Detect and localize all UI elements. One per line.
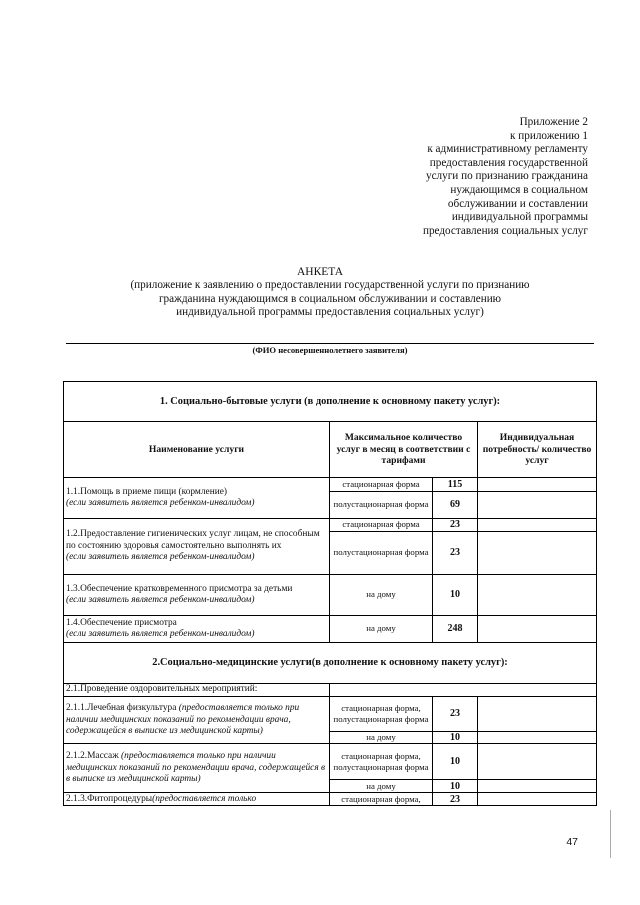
scan-edge-divider — [610, 810, 611, 858]
col-header-need: Индивидуальная потребность/ количество услуг — [478, 422, 597, 478]
max-quantity: 10 — [433, 732, 478, 744]
table-row — [64, 616, 597, 643]
need-input-cell[interactable] — [478, 732, 597, 744]
max-quantity: 23 — [433, 793, 478, 806]
appendix-line: услуги по признанию гражданина — [425, 170, 588, 183]
appendix-line: нуждающимся в социальном — [450, 183, 588, 196]
subtitle-line: индивидуальной программы предоставления социальных услуг) — [176, 306, 484, 319]
form-type: на дому — [330, 616, 433, 643]
service-name — [64, 616, 330, 643]
service-name — [64, 744, 330, 793]
max-quantity: 69 — [433, 492, 478, 519]
appendix-line: обслуживании и составлении — [447, 197, 588, 210]
need-input-cell[interactable] — [478, 492, 597, 519]
appendix-header — [328, 116, 588, 238]
service-note: (если заявитель является ребенком-инвалидом) — [66, 552, 255, 563]
appendix-line: предоставления государственной — [429, 156, 588, 169]
max-quantity: 10 — [433, 575, 478, 616]
table-row — [64, 575, 597, 616]
service-name: 2.1.Проведение оздоровительных мероприятий: — [64, 684, 330, 697]
max-quantity: 23 — [433, 519, 478, 532]
table-row — [64, 744, 597, 780]
form-type: стационарная форма — [330, 478, 433, 492]
max-quantity: 248 — [433, 616, 478, 643]
max-quantity: 23 — [433, 697, 478, 732]
table-row — [64, 519, 597, 532]
appendix-line: к административному регламенту — [427, 143, 588, 156]
service-note: (если заявитель является ребенком-инвалидом) — [66, 629, 255, 639]
service-title: 2.1.2.Массаж — [66, 751, 119, 762]
table-row — [64, 478, 597, 492]
form-type: стационарная форма, полустационарная форма — [330, 744, 433, 780]
need-input-cell[interactable] — [478, 532, 597, 575]
service-name — [64, 793, 330, 806]
service-note: (если заявитель является ребенком-инвалидом) — [66, 498, 255, 508]
form-type: на дому — [330, 732, 433, 744]
table-row — [64, 697, 597, 732]
need-input-cell[interactable] — [478, 780, 597, 793]
max-quantity: 10 — [433, 780, 478, 793]
section-2-title: 2.Социально-медицинские услуги(в дополнение к основному пакету услуг): — [64, 643, 597, 684]
table-row — [64, 793, 597, 806]
need-input-cell[interactable] — [478, 697, 597, 732]
section-row — [64, 643, 597, 684]
appendix-line: индивидуальной программы — [451, 211, 588, 224]
section-1-title: 1. Социально-бытовые услуги (в дополнение к основному пакету услуг): — [64, 382, 597, 422]
service-title: 1.4.Обеспечение присмотра — [66, 617, 177, 628]
fio-input-line[interactable] — [66, 343, 594, 344]
service-name — [64, 575, 330, 616]
appendix-line: Приложение 2 — [519, 116, 588, 128]
need-input-cell[interactable] — [478, 616, 597, 643]
max-quantity: 115 — [433, 478, 478, 492]
form-type: на дому — [330, 780, 433, 793]
service-title: 1.1.Помощь в приеме пищи (кормление) — [66, 486, 228, 497]
table-row — [64, 684, 597, 697]
subtitle-line: гражданина нуждающимся в социальном обслуживании и составлению — [158, 292, 502, 305]
need-input-cell[interactable] — [478, 744, 597, 780]
service-title: 1.2.Предоставление гигиенических услуг лицам, не способным по состоянию здоровья самостоятельно выполнять их — [66, 529, 320, 551]
service-note: (предоставляется только при наличии медицинских показаний по рекомендации врача, содержащейся в в выписке из медицинской карты) — [66, 751, 326, 785]
service-name — [64, 697, 330, 744]
appendix-line: предоставления социальных услуг — [422, 224, 588, 237]
max-quantity: 23 — [433, 532, 478, 575]
service-title: 1.3.Обеспечение кратковременного присмотра за детьми — [66, 583, 293, 594]
fio-label: (ФИО несовершеннолетнего заявителя) — [252, 345, 408, 355]
form-type: на дому — [330, 575, 433, 616]
page-title: АНКЕТА — [296, 266, 344, 278]
form-type: стационарная форма — [330, 519, 433, 532]
page-subtitle — [90, 279, 570, 320]
service-note: (предоставляется только при наличии медицинских показаний по рекомендации врача, содержащейся в выписке из медицинской карты) — [66, 703, 300, 736]
form-type: полустационарная форма — [330, 492, 433, 519]
service-title: 2.1.1.Лечебная физкультура — [66, 703, 177, 714]
services-table — [63, 381, 597, 806]
col-header-max: Максимальное количество услуг в месяц в соответствии с тарифами — [330, 422, 478, 478]
service-note: (если заявитель является ребенком-инвалидом) — [66, 595, 255, 605]
col-header-name: Наименование услуги — [64, 422, 330, 478]
form-type: стационарная форма, полустационарная форма — [330, 697, 433, 732]
appendix-line: к приложению 1 — [510, 129, 588, 142]
service-title: 2.1.3.Фитопроцедуры — [66, 793, 153, 804]
subtitle-line: (приложение к заявлению о предоставлении государственной услуги по признанию — [130, 279, 530, 291]
service-note: (предоставляется только — [152, 793, 257, 804]
need-input-cell[interactable] — [478, 575, 597, 616]
empty-cell — [330, 684, 597, 697]
form-type: полустационарная форма — [330, 532, 433, 575]
section-row — [64, 382, 597, 422]
need-input-cell[interactable] — [478, 478, 597, 492]
service-name — [64, 519, 330, 575]
header-row — [64, 422, 597, 478]
service-name — [64, 478, 330, 519]
need-input-cell[interactable] — [478, 793, 597, 806]
page-number: 47 — [566, 836, 578, 848]
max-quantity: 10 — [433, 744, 478, 780]
need-input-cell[interactable] — [478, 519, 597, 532]
form-type: стационарная форма, — [330, 793, 433, 806]
